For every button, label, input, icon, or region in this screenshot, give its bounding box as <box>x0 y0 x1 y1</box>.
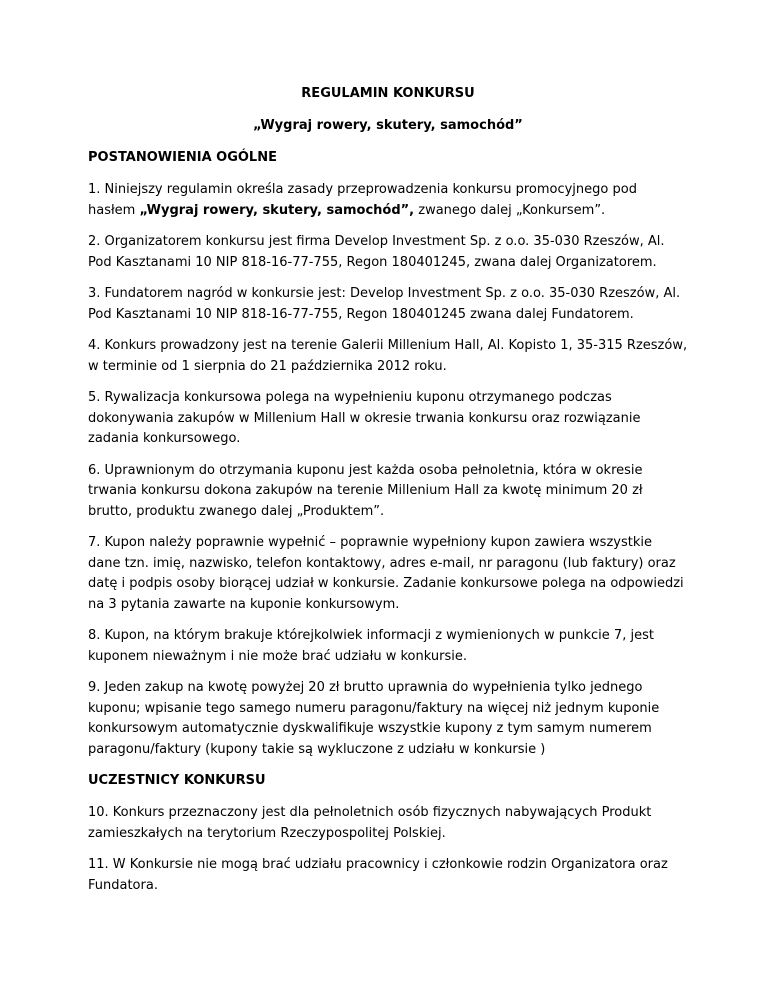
paragraph-1-contest-name: „Wygraj rowery, skutery, samochód”, <box>139 202 415 218</box>
paragraph-6: 6. Uprawnionym do otrzymania kuponu jest każda osoba pełnoletnia, która w okresie trwania konkursu dokona zakupów na terenie Millenium Hall za kwotę minimum 20 zł brutto, produktu zwanego dalej „Produktem”. <box>88 462 643 519</box>
section-heading-general: POSTANOWIENIA OGÓLNE <box>88 150 277 165</box>
paragraph-11: 11. W Konkursie nie mogą brać udziału pracownicy i członkowie rodzin Organizatora oraz Fundatora. <box>88 857 668 893</box>
document-page <box>88 84 688 907</box>
paragraph-4: 4. Konkurs prowadzony jest na terenie Galerii Millenium Hall, Al. Kopisto 1, 35-315 Rzeszów, w terminie od 1 sierpnia do 21 października 2012 roku. <box>88 338 688 374</box>
paragraph-1-post: zwanego dalej „Konkursem”. <box>414 202 606 218</box>
paragraph-8: 8. Kupon, na którym brakuje którejkolwiek informacji z wymienionych w punkcie 7, jest kuponem nieważnym i nie może brać udziału w konkursie. <box>88 628 654 664</box>
paragraph-3: 3. Fundatorem nagród w konkursie jest: Develop Investment Sp. z o.o. 35-030 Rzeszów, Al. Pod Kasztanami 10 NIP 818-16-77-755, Regon 180401245 zwana dalej Fundatorem. <box>88 286 681 322</box>
document-subtitle: „Wygraj rowery, skutery, samochód” <box>253 118 523 133</box>
paragraph-1 <box>88 180 688 221</box>
paragraph-7: 7. Kupon należy poprawnie wypełnić – poprawnie wypełniony kupon zawiera wszystkie dane tzn. imię, nazwisko, telefon kontaktowy, adres e-mail, nr paragonu (lub faktury) oraz datę i podpis osoby biorącej udział w konkursie. Zadanie konkursowe polega na odpowiedzi na 3 pytania zawarte na kuponie konkursowym. <box>88 535 684 612</box>
section-heading-participants: UCZESTNICY KONKURSU <box>88 773 266 788</box>
paragraph-10: 10. Konkurs przeznaczony jest dla pełnoletnich osób fizycznych nabywających Produkt zamieszkałych na terytorium Rzeczypospolitej Polskiej. <box>88 805 652 841</box>
paragraph-5: 5. Rywalizacja konkursowa polega na wypełnieniu kuponu otrzymanego podczas dokonywania zakupów w Millenium Hall w okresie trwania konkursu oraz rozwiązanie zadania konkursowego. <box>88 390 641 446</box>
document-title: REGULAMIN KONKURSU <box>301 86 475 101</box>
paragraph-2: 2. Organizatorem konkursu jest firma Develop Investment Sp. z o.o. 35-030 Rzeszów, Al. Pod Kasztanami 10 NIP 818-16-77-755, Regon 180401245, zwana dalej Organizatorem. <box>88 234 665 270</box>
paragraph-9: 9. Jeden zakup na kwotę powyżej 20 zł brutto uprawnia do wypełnienia tylko jednego kuponu; wpisanie tego samego numeru paragonu/faktury na więcej niż jednym kuponie konkursowym automatycznie dyskwalifikuje wszystkie kupony z tym samym numerem paragonu/faktury (kupony takie są wykluczone z udziału w konkursie ) <box>88 680 660 757</box>
paragraph-1-pre: 1. Niniejszy regulamin określa zasady przeprowadzenia konkursu promocyjnego pod hasłem <box>88 182 637 218</box>
